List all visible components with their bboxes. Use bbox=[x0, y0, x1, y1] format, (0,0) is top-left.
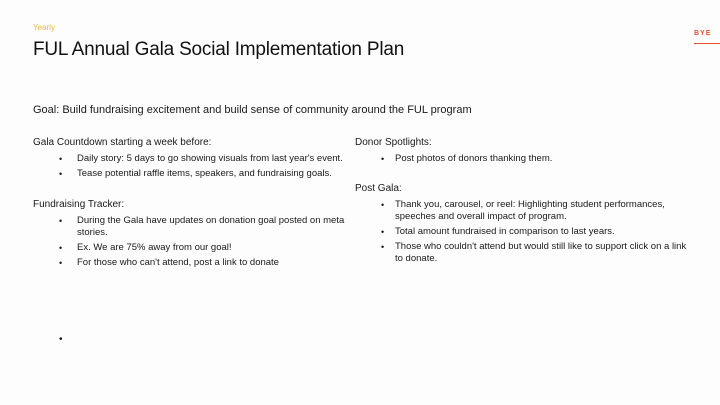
countdown-heading: Gala Countdown starting a week before: bbox=[33, 137, 212, 148]
list-item: • Ex. We are 75% away from our goal! bbox=[33, 242, 353, 254]
eyebrow-label: Yearly bbox=[33, 23, 55, 32]
list-item: • Total amount fundraised in comparison to last years. bbox=[355, 226, 695, 238]
list-item: • For those who can't attend, post a link to donate bbox=[33, 257, 353, 269]
postgala-heading: Post Gala: bbox=[355, 183, 402, 194]
list-item: • Tease potential raffle items, speakers, and fundraising goals. bbox=[33, 168, 353, 180]
list-item: • Thank you, carousel, or reel: Highlighting student performances, speeches and overall impact of program. bbox=[355, 199, 695, 223]
tracker-list bbox=[33, 215, 353, 269]
right-column bbox=[355, 137, 695, 281]
left-column bbox=[33, 137, 353, 285]
goal-statement: Goal: Build fundraising excitement and build sense of community around the FUL program bbox=[33, 104, 472, 116]
spotlights-heading: Donor Spotlights: bbox=[355, 137, 432, 148]
list-item: • Post photos of donors thanking them. bbox=[355, 153, 695, 165]
tracker-heading: Fundraising Tracker: bbox=[33, 199, 125, 210]
countdown-list bbox=[33, 153, 353, 180]
postgala-section bbox=[355, 183, 695, 265]
list-item: • Those who couldn't attend but would still like to support click on a link to donate. bbox=[355, 241, 695, 265]
tracker-section bbox=[33, 199, 353, 269]
stray-bullet: • bbox=[59, 334, 63, 345]
brand-logo: BYE bbox=[694, 30, 712, 37]
logo-divider bbox=[694, 43, 720, 44]
postgala-list bbox=[355, 199, 695, 265]
list-item: • During the Gala have updates on donation goal posted on meta stories. bbox=[33, 215, 353, 239]
countdown-section bbox=[33, 137, 353, 180]
spotlights-list bbox=[355, 153, 695, 165]
spotlights-section bbox=[355, 137, 695, 165]
list-item: • Daily story: 5 days to go showing visuals from last year's event. bbox=[33, 153, 353, 165]
slide-title: FUL Annual Gala Social Implementation Plan bbox=[33, 39, 405, 60]
